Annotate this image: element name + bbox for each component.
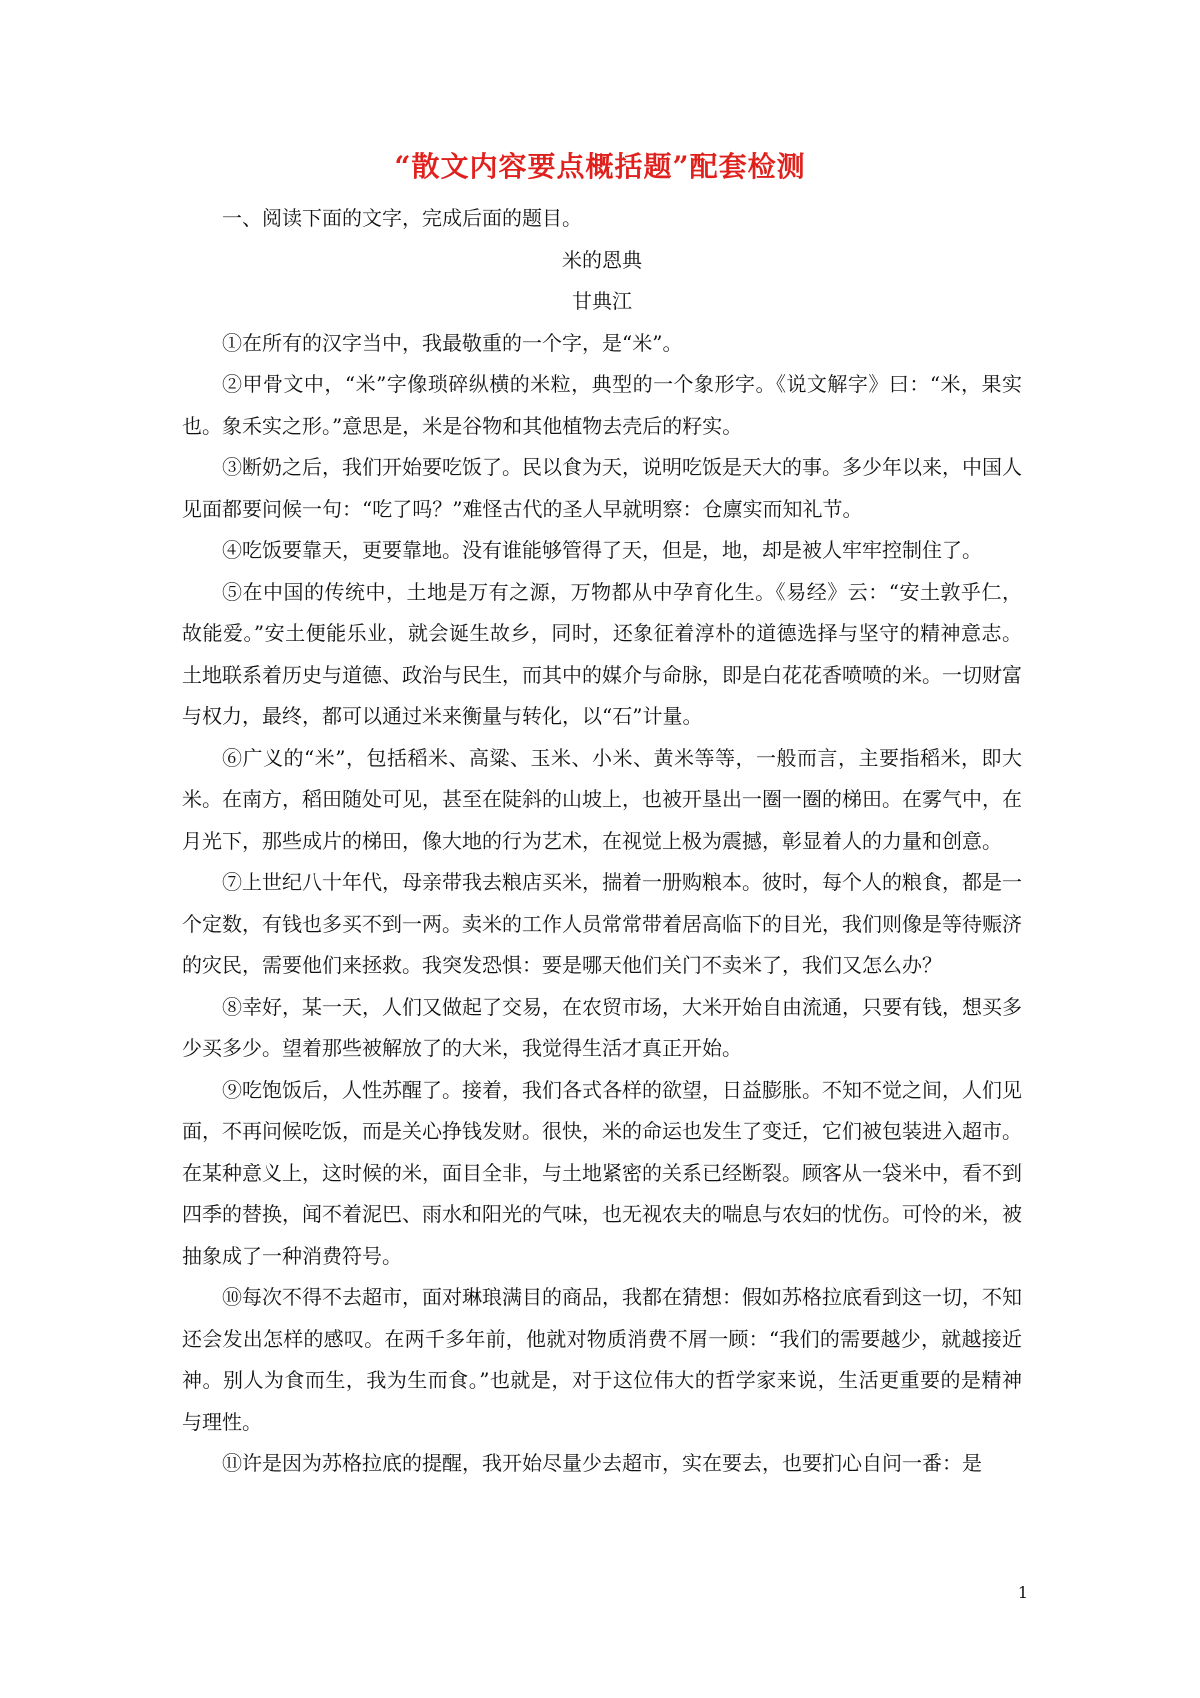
paragraph-10: ⑩每次不得不去超市，面对琳琅满目的商品，我都在猜想：假如苏格拉底看到这一切，不知还会发出怎样的感叹。在两千多年前，他就对物质消费不屑一顾：“我们的需要越少，就越接近神。别人为食而生，我为生而食。”也就是，对于这位伟大的哲学家来说，生活更重要的是精神与理性。	[182, 1285, 1022, 1434]
document-body	[182, 198, 1022, 1485]
paragraph-3: ③断奶之后，我们开始要吃饭了。民以食为天，说明吃饭是天大的事。多少年以来，中国人见面都要问候一句：“吃了吗？”难怪古代的圣人早就明察：仓廪实而知礼节。	[182, 455, 1022, 521]
paragraph-11: ⑪许是因为苏格拉底的提醒，我开始尽量少去超市，实在要去，也要扪心自问一番：是	[222, 1451, 982, 1475]
paragraph-6: ⑥广义的“米”，包括稻米、高粱、玉米、小米、黄米等等，一般而言，主要指稻米，即大米。在南方，稻田随处可见，甚至在陡斜的山坡上，也被开垦出一圈一圈的梯田。在雾气中，在月光下，那些成片的梯田，像大地的行为艺术，在视觉上极为震撼，彰显着人的力量和创意。	[182, 745, 1022, 853]
paragraph-4: ④吃饭要靠天，更要靠地。没有谁能够管得了天，但是，地，却是被人牢牢控制住了。	[222, 538, 982, 562]
instruction-line: 一、阅读下面的文字，完成后面的题目。	[222, 206, 582, 230]
paragraph-5: ⑤在中国的传统中，土地是万有之源，万物都从中孕育化生。《易经》云：“安土敦乎仁，故能爱。”安土便能乐业，就会诞生故乡，同时，还象征着淳朴的道德选择与坚守的精神意志。土地联系着历史与道德、政治与民生，而其中的媒介与命脉，即是白花花香喷喷的米。一切财富与权力，最终，都可以通过米来衡量与转化，以“石”计量。	[182, 579, 1022, 728]
paragraph-2: ②甲骨文中，“米”字像琐碎纵横的米粒，典型的一个象形字。《说文解字》曰：“米，果实也。象禾实之形。”意思是，米是谷物和其他植物去壳后的籽实。	[182, 372, 1022, 438]
paragraph-1: ①在所有的汉字当中，我最敬重的一个字，是“米”。	[222, 330, 683, 355]
paragraph-7: ⑦上世纪八十年代，母亲带我去粮店买米，揣着一册购粮本。彼时，每个人的粮食，都是一个定数，有钱也多买不到一两。卖米的工作人员常常带着居高临下的目光，我们则像是等待赈济的灾民，需要他们来拯救。我突发恐惧：要是哪天他们关门不卖米了，我们又怎么办？	[182, 870, 1022, 977]
page-title: “散文内容要点概括题”配套检测	[394, 150, 806, 183]
page-number: 1	[1017, 1583, 1028, 1602]
article-title: 米的恩典	[562, 247, 642, 272]
paragraph-8: ⑧幸好，某一天，人们又做起了交易，在农贸市场，大米开始自由流通，只要有钱，想买多少买多少。望着那些被解放了的大米，我觉得生活才真正开始。	[182, 994, 1022, 1060]
paragraph-9: ⑨吃饱饭后，人性苏醒了。接着，我们各式各样的欲望，日益膨胀。不知不觉之间，人们见面，不再问候吃饭，而是关心挣钱发财。很快，米的命运也发生了变迁，它们被包装进入超市。在某种意义上，这时候的米，面目全非，与土地紧密的关系已经断裂。顾客从一袋米中，看不到四季的替换，闻不着泥巴、雨水和阳光的气味，也无视农夫的喘息与农妇的忧伤。可怜的米，被抽象成了一种消费符号。	[182, 1077, 1022, 1268]
article-author: 甘典江	[572, 289, 632, 313]
